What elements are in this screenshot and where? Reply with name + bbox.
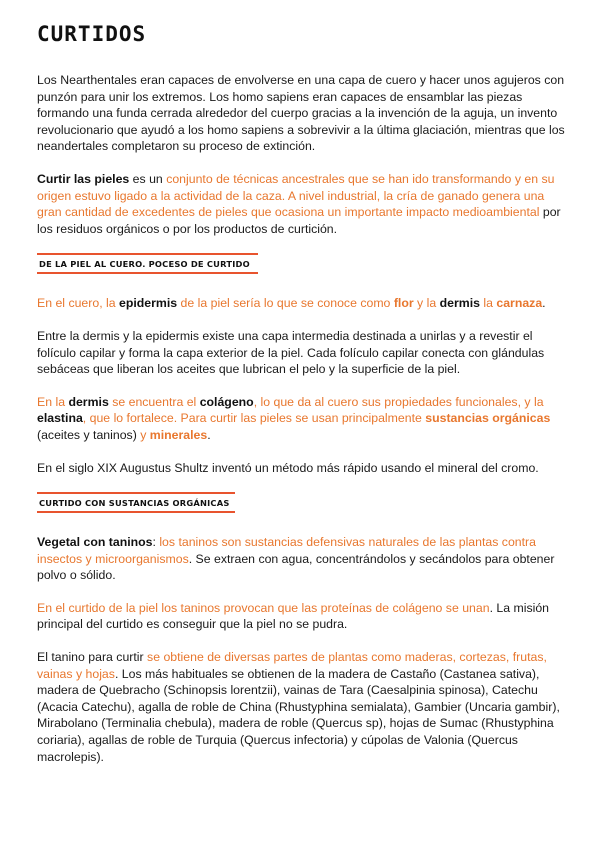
paragraph-epidermis bbox=[37, 295, 567, 312]
text: y bbox=[140, 427, 150, 442]
highlight-text: se obtiene de diversas partes de plantas como maderas, cortezas, frutas, vainas y hojas bbox=[37, 650, 547, 681]
text: . Se extraen con agua, concentrándolos y secándolos para obtener polvo o sólido. bbox=[37, 551, 555, 583]
text: (aceites y taninos) bbox=[37, 427, 141, 442]
paragraph-tanino bbox=[37, 649, 567, 765]
paragraph-vegetal bbox=[37, 534, 567, 584]
term-sustancias-organicas: sustancias orgánicas bbox=[425, 411, 551, 426]
paragraph-folicular: Entre la dermis y la epidermis existe una capa intermedia destinada a unirlas y a revestir el folículo capilar y forma la capa exterior de la piel. Cada folículo capilar conecta con glándulas sebáceas que liberan los aceites que lubrican el pelo y la superficie de la piel. bbox=[37, 328, 545, 377]
text: de la piel sería lo que se conoce como bbox=[177, 296, 394, 311]
paragraph-curtir bbox=[37, 171, 567, 237]
term-flor: flor bbox=[393, 296, 414, 311]
highlight-text: conjunto de técnicas ancestrales que se han ido transformando y en su origen estuvo ligado a la actividad de la caza. A nivel industrial, la cría de ganado genera una gran cantidad de excedentes de pieles que ocasiona un importante impacto medioambiental bbox=[37, 171, 555, 220]
section-title: DE LA PIEL AL CUERO. POCESO DE CURTIDO bbox=[39, 259, 250, 270]
text: . Los más habituales se obtienen de la madera de Castaño (Castanea sativa), madera de Quebracho (Schinopsis lorentzii), vainas de Tara (Caesalpinia spinosa), Catechu (Acacia Catechu), agalla de roble de China (Rhustyphina semialata), Gambier (Uncaria gambir), Mirabolano (Terminalia chebula), madera de roble (Quercus sp), hojas de Sumac (Rhustyphina coriaria), agallas de roble de Turquia (Quercus infectoria) y cúpolas de Valonia (Quercus macrolepis). bbox=[37, 666, 560, 764]
text: se encuentra el bbox=[108, 394, 200, 409]
term-elastina: elastina bbox=[37, 411, 83, 426]
highlight-text: En el curtido de la piel los taninos provocan que las proteínas de colágeno se unan bbox=[37, 600, 490, 615]
text: y la bbox=[413, 296, 440, 311]
section-header-organicas bbox=[37, 492, 567, 513]
text: es un bbox=[129, 171, 167, 186]
paragraph-proteinas bbox=[37, 600, 567, 633]
section-rule-bottom bbox=[37, 272, 258, 274]
term-vegetal: Vegetal con taninos bbox=[37, 535, 153, 550]
term-colageno: colágeno bbox=[199, 394, 254, 409]
text: , que lo fortalece. Para curtir las pieles se usan principalmente bbox=[82, 411, 426, 426]
text: El tanino para curtir bbox=[37, 650, 148, 665]
text: . La misión principal del curtido es conseguir que la piel no se pudra. bbox=[37, 600, 550, 632]
section-title: CURTIDO CON SUSTANCIAS ORGÁNICAS bbox=[39, 498, 230, 509]
text: . bbox=[542, 296, 546, 311]
term-dermis-2: dermis bbox=[68, 394, 109, 409]
text: , lo que da al cuero sus propiedades funcionales, y la bbox=[253, 394, 544, 409]
term-epidermis: epidermis bbox=[119, 296, 178, 311]
section-rule-bottom bbox=[37, 511, 235, 513]
text: En el cuero, la bbox=[37, 296, 120, 311]
text: En la bbox=[37, 394, 69, 409]
section-header-cuero bbox=[37, 253, 567, 274]
document-page bbox=[37, 22, 567, 781]
term-curtir: Curtir las pieles bbox=[37, 171, 130, 186]
term-carnaza: carnaza bbox=[496, 296, 543, 311]
intro-paragraph: Los Nearthentales eran capaces de envolverse en una capa de cuero y hacer unos agujeros con punzón para unir los extremos. Los homo sapiens eran capaces de ensamblar las piezas formando una funda cerrada alrededor del cuerpo gracias a la invención de la aguja, un invento revolucionario que ayudó a los homo sapiens a sobrevivir a la última glaciación, mientras que los neandertales completaron su proceso de extinción. bbox=[37, 73, 565, 154]
paragraph-colageno bbox=[37, 394, 567, 444]
page-title: CURTIDOS bbox=[37, 22, 147, 46]
text: la bbox=[479, 296, 497, 311]
text: : bbox=[152, 535, 160, 550]
text: por los residuos orgánicos o por los productos de curtición. bbox=[37, 205, 561, 236]
term-dermis: dermis bbox=[439, 296, 480, 311]
highlight-text: los taninos son sustancias defensivas naturales de las plantas contra insectos y microorganismos bbox=[37, 535, 536, 566]
term-minerales: minerales bbox=[149, 427, 208, 442]
text: . bbox=[207, 427, 211, 442]
paragraph-cromo: En el siglo XIX Augustus Shultz inventó un método más rápido usando el mineral del cromo. bbox=[37, 460, 539, 475]
